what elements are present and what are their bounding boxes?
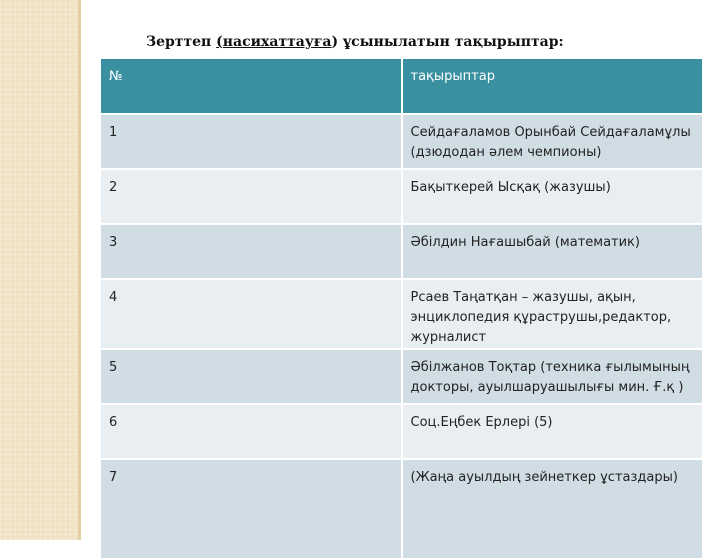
side-band-edge <box>78 0 81 540</box>
row-topic: Соц.Еңбек Ерлері (5) <box>402 404 704 459</box>
table-header-row <box>100 58 703 114</box>
table-row <box>100 114 703 169</box>
row-topic: (Жаңа ауылдың зейнеткер ұстаздары) <box>402 459 704 559</box>
header-topics: тақырыптар <box>402 58 704 114</box>
title-suffix: ұсынылатын тақырыптар: <box>338 34 564 50</box>
title-underlined-word: насихаттауға <box>222 34 332 50</box>
topics-table <box>99 57 704 560</box>
page-title <box>146 34 666 50</box>
title-prefix: Зерттеп <box>146 34 217 50</box>
decorative-side-band <box>0 0 78 540</box>
row-topic: Әбілжанов Тоқтар (техника ғылымының докторы, ауылшаруашылығы мин. Ғ.қ ) <box>402 349 704 404</box>
row-number: 2 <box>100 169 402 224</box>
title-close-paren: ) <box>331 34 339 50</box>
row-topic: Рсаев Таңатқан – жазушы, ақын, энциклопедия құраструшы,редактор, журналист <box>402 279 704 349</box>
table-row <box>100 404 703 459</box>
title-open-paren: ( <box>216 34 223 50</box>
table-row <box>100 349 703 404</box>
row-number: 7 <box>100 459 402 559</box>
row-number: 1 <box>100 114 402 169</box>
row-topic: Бақыткерей Ысқақ (жазушы) <box>402 169 704 224</box>
table-row <box>100 224 703 279</box>
row-topic: Сейдағаламов Орынбай Сейдағаламұлы (дзюдодан әлем чемпионы) <box>402 114 704 169</box>
table-row <box>100 459 703 559</box>
row-number: 6 <box>100 404 402 459</box>
row-number: 3 <box>100 224 402 279</box>
row-number: 4 <box>100 279 402 349</box>
table-row <box>100 169 703 224</box>
row-topic: Әбілдин Нағашыбай (математик) <box>402 224 704 279</box>
table-row <box>100 279 703 349</box>
header-number: № <box>100 58 402 114</box>
row-number: 5 <box>100 349 402 404</box>
